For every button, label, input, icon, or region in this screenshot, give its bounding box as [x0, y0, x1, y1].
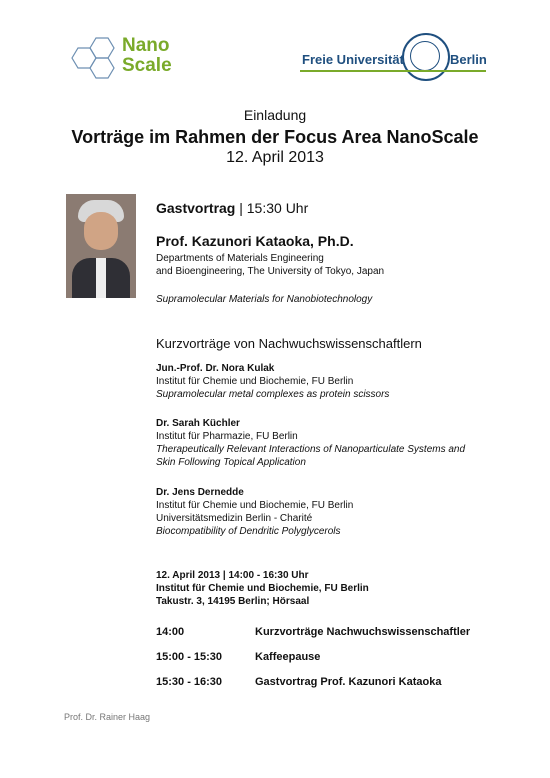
fu-wordmark-left: Freie Universität [302, 52, 404, 67]
guest-affiliation-1: Departments of Materials Engineering [156, 253, 324, 264]
event-title: Vorträge im Rahmen der Focus Area NanoScale [71, 127, 479, 147]
agenda-time-3: 15:30 - 16:30 [156, 676, 223, 688]
scale-word: Scale [122, 55, 172, 76]
guest-speaker: Prof. Kazunori Kataoka, Ph.D. [156, 233, 354, 249]
talk-3-affiliation-2: Universitätsmedizin Berlin - Charité [156, 513, 313, 524]
event-location: Institut für Chemie und Biochemie, FU Berlin [156, 583, 369, 594]
guest-heading [156, 200, 308, 216]
invitation-label: Einladung [243, 107, 307, 123]
fu-seal-inner [410, 41, 440, 71]
event-time: 12. April 2013 | 14:00 - 16:30 Uhr [156, 570, 309, 581]
guest-affiliation-2: and Bioengineering, The University of Tokyo, Japan [156, 266, 385, 277]
event-address: Takustr. 3, 14195 Berlin; Hörsaal [156, 596, 310, 607]
agenda-time-2: 15:00 - 15:30 [156, 651, 223, 663]
agenda-time-1: 14:00 [156, 626, 185, 638]
guest-heading-time: | 15:30 Uhr [235, 200, 309, 216]
nano-word: Nano [122, 35, 170, 56]
fu-wordmark-right: Berlin [450, 52, 487, 67]
guest-heading-bold: Gastvortrag [156, 200, 236, 216]
talk-3-title: Biocompatibility of Dendritic Polyglycerols [156, 526, 341, 537]
talk-3-affiliation: Institut für Chemie und Biochemie, FU Berlin [156, 500, 354, 511]
short-talks-heading: Kurzvorträge von Nachwuchswissenschaftlern [156, 336, 422, 351]
speaker-face [84, 212, 118, 250]
agenda-label-1: Kurzvorträge Nachwuchswissenschaftler [255, 626, 471, 638]
speaker-shirt [96, 258, 106, 298]
talk-1-name: Jun.-Prof. Dr. Nora Kulak [156, 363, 275, 374]
agenda-label-3: Gastvortrag Prof. Kazunori Kataoka [255, 676, 442, 688]
talk-1-affiliation: Institut für Chemie und Biochemie, FU Berlin [156, 376, 354, 387]
talk-1-title: Supramolecular metal complexes as protein scissors [156, 389, 390, 400]
talk-2-name: Dr. Sarah Küchler [156, 418, 240, 429]
nanoscale-wordmark [122, 36, 172, 76]
agenda-label-2: Kaffeepause [255, 651, 321, 663]
talk-2-title: Therapeutically Relevant Interactions of Nanoparticulate Systems and Skin Following Topical Application [156, 444, 466, 468]
fu-underline [300, 70, 486, 72]
talk-3-name: Dr. Jens Dernedde [156, 487, 244, 498]
event-date: 12. April 2013 [226, 149, 324, 166]
footer-name: Prof. Dr. Rainer Haag [64, 712, 151, 722]
guest-talk-title: Supramolecular Materials for Nanobiotechnology [156, 294, 373, 305]
talk-2-affiliation: Institut für Pharmazie, FU Berlin [156, 431, 298, 442]
